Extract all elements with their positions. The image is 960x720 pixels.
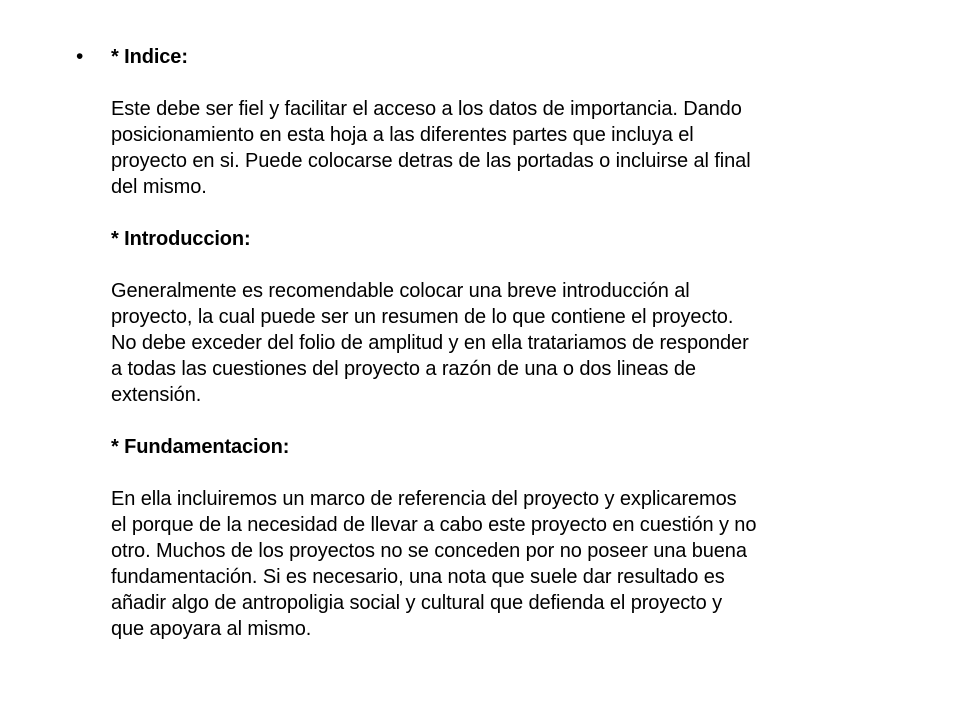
section-gap [111,408,931,434]
section-heading-indice: * Indice: [111,46,188,68]
body-line: otro. Muchos de los proyectos no se conceden por no poseer una buena [111,540,747,562]
section-gap [111,200,931,226]
section-heading-fundamentacion: * Fundamentacion: [111,436,290,458]
body-line: el porque de la necesidad de llevar a cabo este proyecto en cuestión y no [111,514,757,536]
bullet-content [111,44,931,642]
section-body-indice [111,96,931,200]
section-heading-introduccion: * Introduccion: [111,228,251,250]
section-gap [111,70,931,96]
body-line: Este debe ser fiel y facilitar el acceso a los datos de importancia. Dando [111,98,742,120]
section-fundamentacion [111,434,931,642]
body-line: posicionamiento en esta hoja a las diferentes partes que incluya el [111,124,694,146]
bullet-marker: • [76,45,84,68]
body-line: Generalmente es recomendable colocar una breve introducción al [111,280,690,302]
section-gap [111,252,931,278]
section-indice [111,44,931,200]
body-line: extensión. [111,384,202,406]
body-line: añadir algo de antropoligia social y cultural que defienda el proyecto y [111,592,722,614]
body-line: a todas las cuestiones del proyecto a razón de una o dos lineas de [111,358,696,380]
body-line: del mismo. [111,176,207,198]
body-line: proyecto en si. Puede colocarse detras de las portadas o incluirse al final [111,150,751,172]
section-body-introduccion [111,278,931,408]
section-gap [111,460,931,486]
body-line: fundamentación. Si es necesario, una nota que suele dar resultado es [111,566,725,588]
body-line: proyecto, la cual puede ser un resumen de lo que contiene el proyecto. [111,306,734,328]
body-line: que apoyara al mismo. [111,618,312,640]
section-introduccion [111,226,931,408]
body-line: No debe exceder del folio de amplitud y en ella tratariamos de responder [111,332,749,354]
section-body-fundamentacion [111,486,931,642]
body-line: En ella incluiremos un marco de referencia del proyecto y explicaremos [111,488,737,510]
